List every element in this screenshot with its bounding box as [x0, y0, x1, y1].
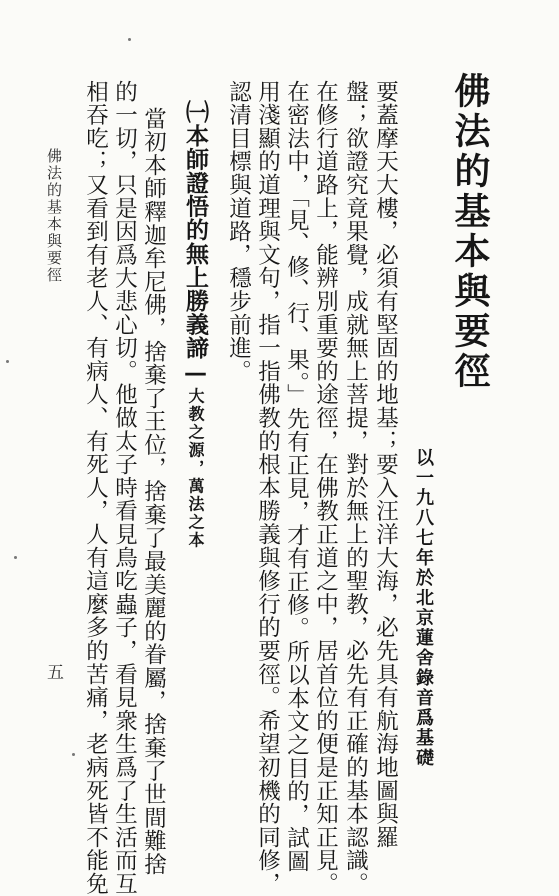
section-marker: ㈠: [182, 100, 209, 124]
intro-line-6: 認清目標與道路，穩步前進。: [225, 80, 252, 383]
intro-line-1: 要蓋摩天大樓，必須有堅固的地基；要入汪洋大海，必先具有航海地圖與羅: [372, 80, 399, 849]
intro-line-5: 用淺顯的道理與文句，指一指佛教的根本勝義與修行的要徑。希望初機的同修，: [254, 80, 281, 896]
intro-line-2: 盤；欲證究竟果覺，成就無上菩提，對於無上的聖教，必先有正確的基本認識。: [342, 80, 369, 896]
scan-speck: [6, 360, 9, 363]
page-title: 佛法的基本與要徑: [449, 72, 491, 392]
scan-speck: [72, 753, 75, 756]
intro-line-3: 在修行道路上，能辨別重要的途徑，在佛教正道之中，居首位的便是正知正見。: [312, 80, 339, 896]
running-head: 佛法的基本與要徑: [45, 148, 63, 284]
section-heading: [184, 100, 207, 549]
body-line-2: 的一切，只是因爲大悲心切。他做太子時看見鳥吃蟲子，看見衆生爲了生活而互: [111, 80, 138, 896]
section-subtitle: 大教之源，萬法之本: [186, 387, 205, 550]
scan-speck: [128, 38, 131, 41]
section-title: 本師證悟的無上勝義諦: [182, 123, 209, 360]
intro-line-4: 在密法中，「見、修、行、果。」先有正見，才有正修。所以本文之目的，試圖: [283, 80, 310, 873]
section-dash: —: [182, 359, 209, 388]
page-number: 五: [43, 663, 63, 680]
recording-note: 以一九八七年於北京蓮舍錄音爲基礎: [413, 448, 434, 768]
scan-speck: [14, 556, 17, 559]
body-line-1: 當初本師釋迦牟尼佛，捨棄了王位，捨棄了最美麗的眷屬，捨棄了世間難捨: [140, 107, 167, 876]
body-line-3: 相吞吃；又看到有老人、有病人、有死人，人有這麼多的苦痛，老病死皆不能免: [82, 80, 109, 896]
